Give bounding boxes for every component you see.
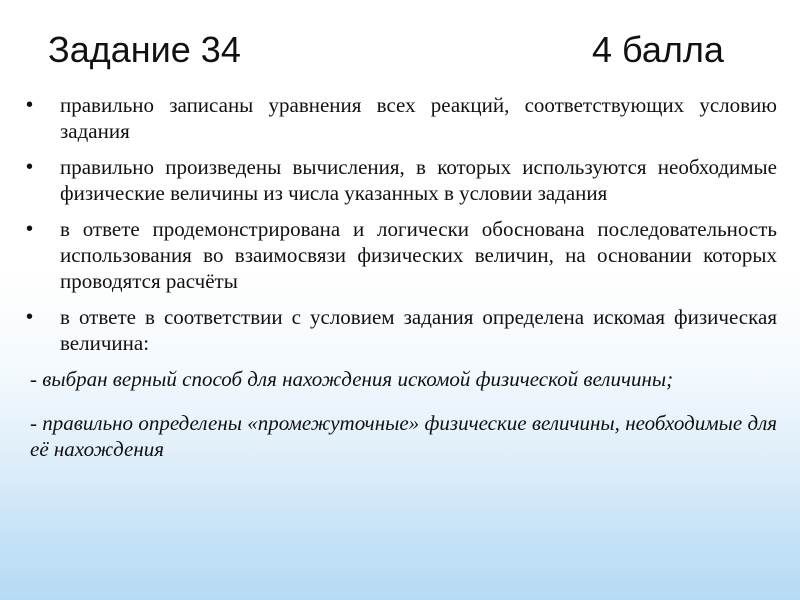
bullet-icon: • bbox=[26, 94, 34, 116]
criterion-text: правильно записаны уравнения всех реакций, соответствующих условию задания bbox=[60, 93, 777, 143]
criterion-item bbox=[22, 304, 777, 356]
sub-criterion-item: - выбран верный способ для нахождения искомой физической величины; bbox=[30, 367, 674, 391]
criterion-text: правильно произведены вычисления, в которых используются необходимые физические величины из числа указанных в условии задания bbox=[60, 155, 777, 205]
sub-criterion-item: - правильно определены «промежуточные» физические величины, необходимые для её нахождения bbox=[30, 411, 777, 461]
score-label: 4 балла bbox=[592, 29, 724, 70]
bullet-icon: • bbox=[26, 156, 34, 178]
criterion-item bbox=[22, 92, 777, 144]
criteria-list bbox=[22, 92, 777, 480]
slide-title-bar bbox=[0, 22, 800, 78]
criterion-item bbox=[22, 154, 777, 206]
bullet-icon: • bbox=[26, 306, 34, 328]
criterion-text: в ответе продемонстрирована и логически обоснована последовательность использования во взаимосвязи физических величин, на основании которых проводятся расчёты bbox=[60, 217, 777, 293]
slide-title: Задание 34 bbox=[48, 29, 241, 70]
criterion-item bbox=[22, 216, 777, 294]
bullet-icon: • bbox=[26, 218, 34, 240]
criterion-text: в ответе в соответствии с условием задания определена искомая физическая величина: bbox=[60, 305, 777, 355]
